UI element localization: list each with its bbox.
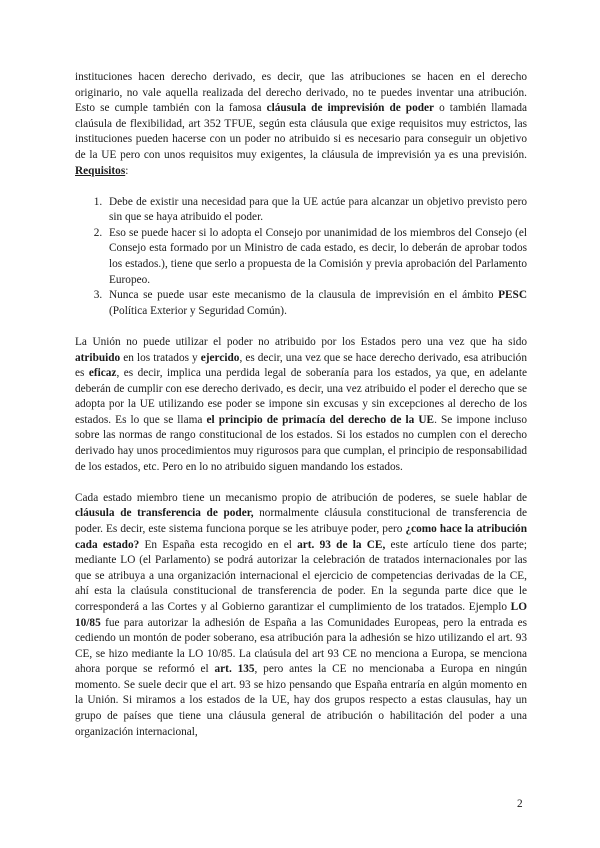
text-run: o también llamada claúsula de flexibilidad, art 352 TFUE, según esta cláusula que exige requisitos muy estrictos, las instituciones pueden hacerse con un poder no atribuido si es necesario para conseguir un objetivo de la UE pero con unos requisitos muy exigentes, la cláusula de imprevisión ya es una previsión. <box>75 102 528 161</box>
list-item <box>105 226 527 288</box>
text-run: La Unión no puede utilizar el poder no atribuido por los Estados pero una vez que ha sido <box>75 335 527 348</box>
list-item <box>105 288 527 319</box>
bold-term: atribuido <box>75 351 121 364</box>
bold-term: cláusula de imprevisión de poder <box>266 102 435 115</box>
text-run: en los tratados y <box>120 351 201 364</box>
page-number: 2 <box>517 798 523 810</box>
bold-term: PESC <box>498 289 527 302</box>
text-run: instituciones hacen derecho derivado, es decir, que las atribuciones se hacen en el derecho originario, no vale aquella realizada del derecho derivado, no te puedes inventar una atribución. Esto se cumple también con la famosa <box>75 71 527 115</box>
paragraph-primacia <box>75 335 527 475</box>
bold-term: art. 135 <box>214 663 255 676</box>
text-run: . Se impone incluso sobre las normas de rango constitucional de los estados. Si los estados no cumplen con el derecho derivado hay unos procedimientos muy rigurosos para que cumplan, el principio de responsabilidad de los estados, etc. Pero en lo no atribuido siguen mandando los estados. <box>75 413 527 473</box>
list-item-text: (Política Exterior y Seguridad Común). <box>109 304 287 317</box>
bold-term: cláusula de transferencia de poder, <box>75 507 254 520</box>
text-run: normalmente cláusula constitucional de transferencia de poder. Es decir, este sistema funciona porque se les atribuye poder, pero <box>75 507 527 535</box>
list-item-text: Eso se puede hacer si lo adopta el Consejo por unanimidad de los miembros del Consejo (el Consejo esta formado por un Ministro de cada estado, es decir, lo deberán de aprobar todos los estados.), tiene que serlo a propuesta de la Comisión y previa aprobación del Parlamento Europeo. <box>109 226 527 286</box>
page-body <box>75 70 527 740</box>
bold-term: art. 93 de la CE, <box>297 538 386 551</box>
paragraph-transferencia <box>75 491 527 741</box>
text-run: , pero antes la CE no mencionaba a Europa en ningún momento. Se suele decir que el art. 93 se hizo pensando que España entraría en algún momento en la Unión. Si miramos a los estados de la UE, hay dos grupos respecto a estas clausulas, hay un grupo de países que tiene una cláusula general de atribución o habilitación del poder a una organización internacional, <box>75 663 527 738</box>
list-item <box>105 195 527 226</box>
requisitos-heading: Requisitos <box>75 164 126 177</box>
list-item-text: Debe de existir una necesidad para que la UE actúe para alcanzar un objetivo previsto pero sin que se haya atribuido el poder. <box>109 195 527 224</box>
bold-term: ¿como hace la atribución cada estado? <box>75 522 527 551</box>
text-run: Cada estado miembro tiene un mecanismo propio de atribución de poderes, se suele hablar de <box>75 491 527 504</box>
bold-term: eficaz <box>88 367 117 380</box>
bold-term: LO 10/85 <box>75 600 527 629</box>
bold-term: ejercido <box>200 351 240 364</box>
list-item-text: Nunca se puede usar este mecanismo de la clausula de imprevisión en el ámbito <box>109 289 499 302</box>
text-run: : <box>125 164 129 177</box>
text-run: este artículo tiene dos parte; mediante LO (el Parlamento) se podrá autorizar la celebración de tratados internacionales por las que se atribuya a una organización internacional el ejercicio de competencias derivadas de la CE, ahí esta la claúsula constitucional de transferencia de poder. En la segunda parte dice que le corresponderá a las Cortes y al Gobierno garantizar el cumplimiento de los tratados. Ejemplo <box>75 538 527 613</box>
text-run: fue para autorizar la adhesión de España a las Comunidades Europeas, pero la entrada es cediendo un montón de poder soberano, esa atribución para la adhesión se hizo utilizando el art. 93 CE, se hizo mediante la LO 10/85. La claúsula del art 93 CE no menciona a Europa, se menciona ahora porque se reformó el <box>75 616 527 676</box>
requirements-list <box>75 195 527 320</box>
paragraph-imprevision <box>75 70 527 179</box>
text-run: En España esta recogido en el <box>139 538 298 551</box>
bold-term: el principio de primacía del derecho de la UE <box>206 413 435 426</box>
text-run: , es decir, una vez que se hace derecho derivado, esa atribución es <box>75 351 527 380</box>
text-run: , es decir, implica una perdida legal de soberanía para los estados, ya que, en adelante deberán de cumplir con ese derecho derivado, es decir, una vez atribuido el poder el derecho que se adopta por la UE utilizando ese poder se impone sin excusas y sin excepciones al derecho de los estados. Es lo que se llama <box>75 367 527 426</box>
